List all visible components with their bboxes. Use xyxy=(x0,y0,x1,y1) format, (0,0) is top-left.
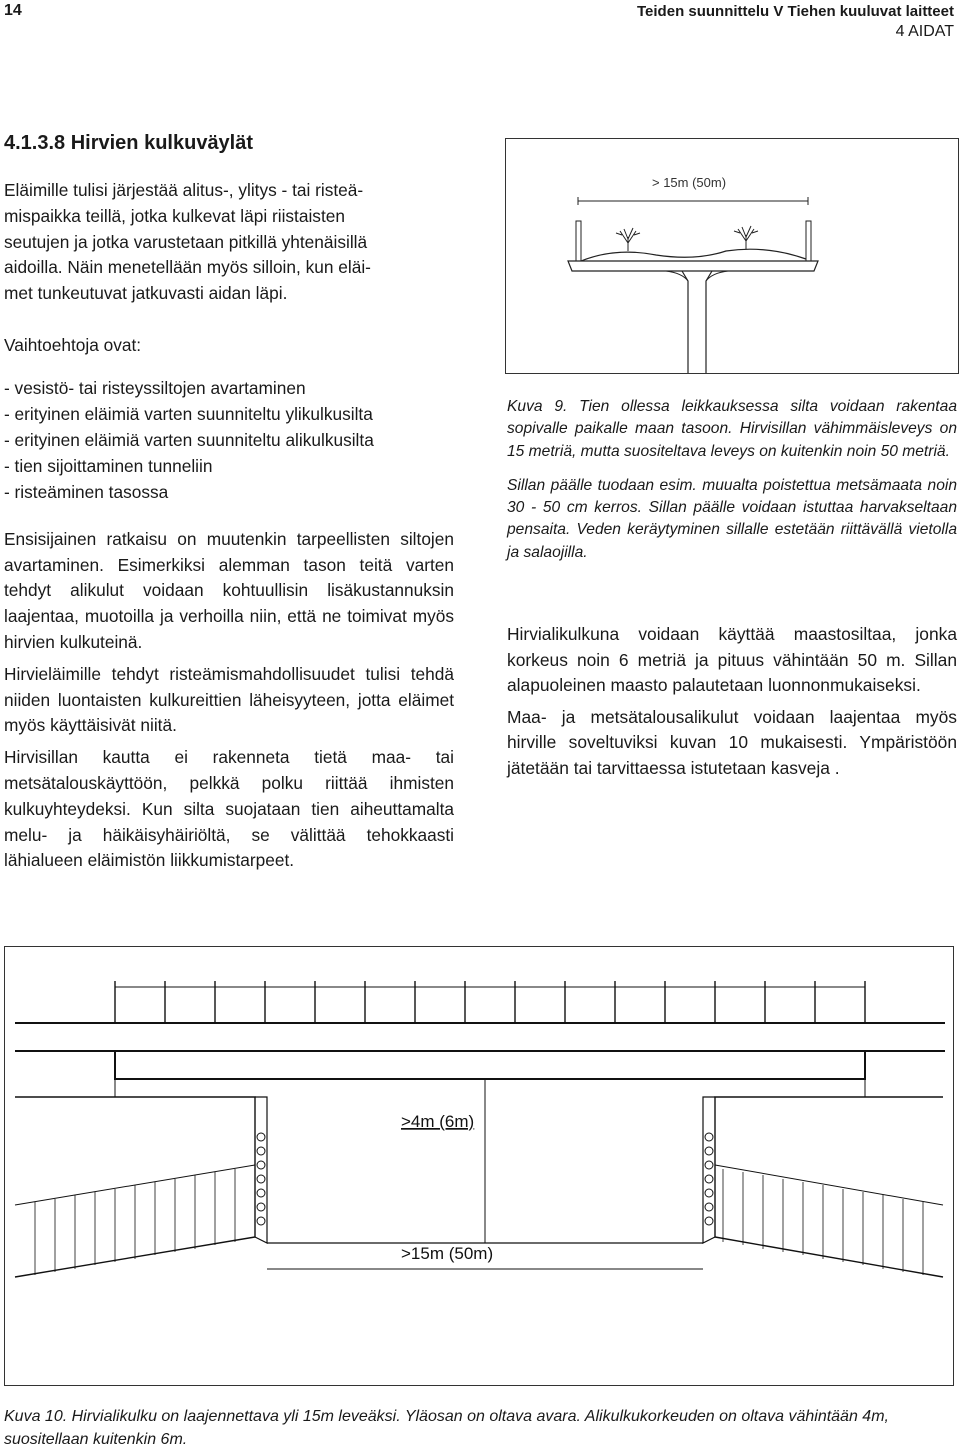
list-item: - erityinen eläimiä varten suunniteltu ylikulkusilta xyxy=(4,403,373,424)
right-slope-hatching xyxy=(723,1169,923,1275)
options-list xyxy=(4,375,454,505)
crossings-paragraph: Hirvieläimille tehdyt risteämismahdollisuudet tulisi tehdä niiden luontaisten kulkureittien läheisyyteen, jotta eläimet myös käyttäisivät niitä. xyxy=(4,663,454,736)
figure-10-caption xyxy=(4,1406,956,1451)
left-parapet xyxy=(576,221,581,261)
bridge-beam xyxy=(115,1051,865,1079)
width-label: > 15m (50m) xyxy=(652,175,727,190)
running-header xyxy=(637,2,954,42)
figure-9-caption-text xyxy=(507,396,957,463)
intro-line: mispaikka teillä, jotka kulkevat läpi riistaisten xyxy=(4,205,345,226)
figure-9-caption xyxy=(507,396,957,564)
figure-10-description: Hirvialikulku on laajennettava yli 15m leveäksi. Yläosan on oltava avara. Alikulkukorkeuden on oltava vähintään 4m, suositellaan kuitenkin 6m. xyxy=(4,1408,889,1448)
intro-paragraph xyxy=(4,178,454,307)
bridge-deck xyxy=(568,261,818,271)
running-header-title: Teiden suunnittelu V Tiehen kuuluvat laitteet xyxy=(637,3,954,20)
height-label: >4m (6m) xyxy=(401,1112,475,1131)
list-item: - vesistö- tai risteyssiltojen avartaminen xyxy=(4,377,306,398)
left-column xyxy=(4,178,454,874)
intro-line: met tunkeutuvat jatkuvasti aidan läpi. xyxy=(4,283,288,304)
intro-line: aidoilla. Näin menetellään myös silloin, kun eläi- xyxy=(4,257,371,278)
underpass-paragraph: Hirvialikulkuna voidaan käyttää maastosiltaa, jonka korkeus noin 6 metriä ja pituus vähintään 50 m. Sillan alapuoleinen maasto palautetaan luonnonmukaiseksi. xyxy=(507,624,957,696)
list-item: - erityinen eläimiä varten suunniteltu alikulkusilta xyxy=(4,429,374,450)
bridge-pier xyxy=(682,271,712,373)
primary-solution-paragraph: Ensisijainen ratkaisu on muutenkin tarpeellisten siltojen avartaminen. Esimerkiksi alemman tason teitä varten tehdyt alikulut voidaan kohtuullisin lisäkustannuksin laajentaa, muotoilla ja verhoilla niin, että ne toimivat myös hirvien kulkuteinä. xyxy=(4,528,454,652)
section-title: 4.1.3.8 Hirvien kulkuväylät xyxy=(4,132,254,154)
page-number: 14 xyxy=(4,2,22,19)
list-item: - risteäminen tasossa xyxy=(4,481,169,502)
right-parapet xyxy=(806,221,811,261)
intro-line: Eläimille tulisi järjestää alitus-, ylitys - tai risteä- xyxy=(4,180,364,200)
right-abutment xyxy=(715,1097,943,1277)
soil-surface xyxy=(581,249,806,261)
figure-9-label: Kuva 9. xyxy=(507,398,568,415)
shrub-icon xyxy=(616,228,640,251)
width-label: >15m (50m) xyxy=(401,1244,494,1263)
underpass-diagram xyxy=(5,947,953,1385)
shrub-icon xyxy=(734,226,758,249)
running-header-chapter: 4 AIDAT xyxy=(895,23,954,40)
figure-9 xyxy=(505,138,959,374)
options-heading: Vaihtoehtoja ovat: xyxy=(4,334,142,355)
culverts-paragraph: Maa- ja metsätalousalikulut voidaan laajentaa myös hirville soveltuviksi kuvan 10 mukaisesti. Ympäristöön jätetään tai tarvittaessa istutetaan kasveja . xyxy=(507,706,957,778)
intro-line: seutujen ja jotka varustetaan pitkillä yhtenäisillä xyxy=(4,231,368,252)
figure-10 xyxy=(4,946,954,1386)
list-item: - tien sijoittaminen tunneliin xyxy=(4,455,213,476)
overpass-diagram xyxy=(506,139,958,373)
bridge-paragraph: Hirvisillan kautta ei rakenneta tietä maa- tai metsätalouskäyttöön, pelkkä polku riittää ihmisten kulkuyhteydeksi. Kun silta suojataan tien aiheuttamalta melu- ja häikäisyhäiriöltä, se välittää tehokkaasti lähialueen eläimistön liikkumistarpeet. xyxy=(4,747,454,871)
figure-9-caption-extra: Sillan päälle tuodaan esim. muualta poistettua metsämaata noin 30 - 50 cm kerros. Sillan päälle voidaan istuttaa harvakseltaan pensaita. Veden keräytyminen sillalle estetään riittävällä vietolla ja salaojilla. xyxy=(507,476,957,561)
figure-9-description: Tien ollessa leikkauksessa silta voidaan rakentaa sopivalle paikalle maan tasoon. Hirvisillan vähimmäisleveys on 15 metriä, mutta suositeltava leveys on kuitenkin noin 50 metriä. xyxy=(507,398,957,460)
right-column xyxy=(507,622,957,782)
figure-10-label: Kuva 10. xyxy=(4,1408,68,1425)
